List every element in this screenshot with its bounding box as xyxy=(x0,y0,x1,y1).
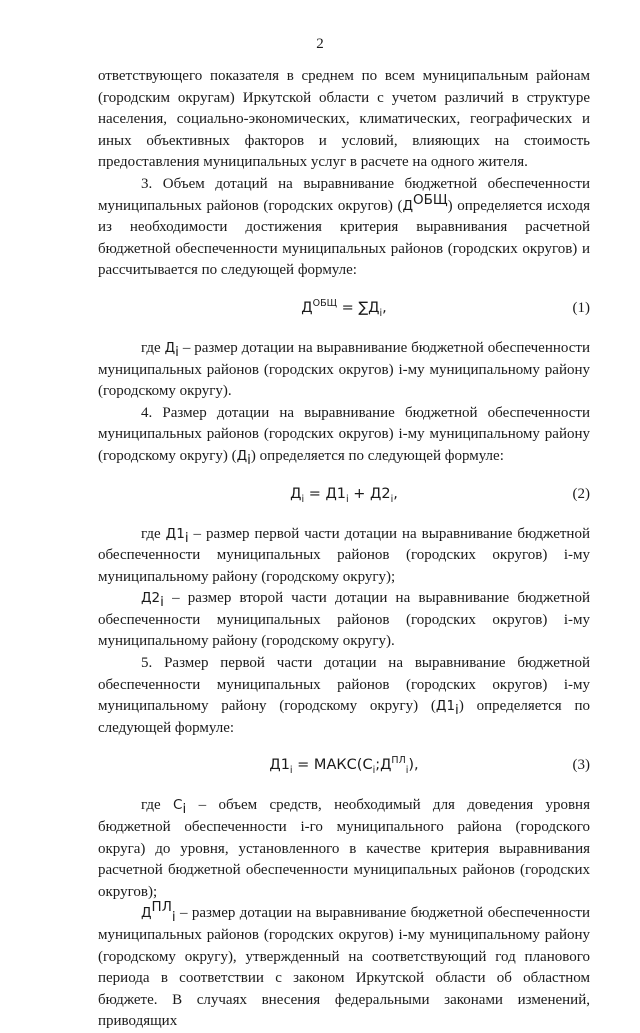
paragraph-text: ) определяется по следующей формуле: xyxy=(98,698,591,736)
math-subscript: i xyxy=(301,493,305,505)
paragraph-text: ответствующего показателя в среднем по всем муниципальным районам (городским округам) Иркутской области с учетом различий в структуре населения, социально-экономических, климатических, географических и иных объективных факторов и условий, влияющих на стоимость предоставления муниципальных услуг в расчете на одного жителя. xyxy=(98,68,590,171)
formula-1 xyxy=(98,298,590,320)
math-subscript: i xyxy=(289,765,293,777)
paragraph-text: – объем средств, необходимый для доведения уровня бюджетной обеспеченности i-го муниципального района (городского округа) до уровня, установленного в качестве критерия выравнивания расчетной бюджетной обеспеченности муниципальных районов (городских округов); xyxy=(98,797,590,900)
math-symbol: Д xyxy=(368,299,380,316)
math-punct: , xyxy=(382,299,387,316)
paragraph-text: где xyxy=(141,339,165,356)
paragraph-text: 3. Объем дотаций на выравнивание бюджетной обеспеченности муниципальных районов (городских округов) ( xyxy=(98,175,590,214)
page-number: 2 xyxy=(316,36,324,52)
math-symbol: Д xyxy=(402,197,413,214)
math-subscript: i xyxy=(182,801,187,818)
math-punct: ; xyxy=(375,757,381,774)
math-superscript: ОБЩ xyxy=(413,191,448,208)
paragraph-text: ) определяется исходя из необходимости достижения критерия выравнивания расчетной бюджетной обеспеченности муниципальных районов (городских округов) и рассчитывается по следующей формуле: xyxy=(98,197,590,279)
math-symbol: Д xyxy=(164,339,176,356)
formula-number: (1) xyxy=(572,299,590,316)
math-subscript: i xyxy=(171,909,176,926)
math-operator: = ∑ xyxy=(337,299,369,316)
math-symbol: Д xyxy=(141,905,152,922)
math-operator: = МАКС( xyxy=(292,757,363,774)
paragraph-text: ) определяется по следующей формуле: xyxy=(250,447,504,464)
paragraph-text: – размер дотации на выравнивание бюджетной обеспеченности муниципальных районов (городских округов) i-му муниципальному району (городскому округу), утвержденный на соответствующий год планового периода в соответствии с законом Иркутской области об областном бюджете. В случаях внесения федеральными законами изменений, приводящих xyxy=(98,905,590,1030)
formula-3 xyxy=(98,755,590,777)
paragraph-text: – размер второй части дотации на выравнивание бюджетной обеспеченности муниципальных районов (городских округов) i-му муниципальному району (городскому округу). xyxy=(98,590,590,650)
math-subscript: i xyxy=(160,594,164,611)
math-punct: , xyxy=(393,485,398,502)
paragraph-item-3 xyxy=(98,174,590,282)
formula-expression xyxy=(98,484,590,506)
paragraph-definition xyxy=(98,524,590,589)
formula-number: (2) xyxy=(572,485,590,502)
paragraph-continuation xyxy=(98,66,590,174)
paragraph-text: где xyxy=(141,797,174,814)
math-symbol: С xyxy=(362,757,373,774)
math-symbol: Д1 xyxy=(435,698,456,715)
math-symbol: Д xyxy=(290,485,302,502)
paragraph-definition xyxy=(98,588,590,653)
document-body xyxy=(98,66,590,1033)
math-symbol: Д1 xyxy=(269,757,290,774)
math-symbol: Д2 xyxy=(141,590,161,607)
paragraph-definition xyxy=(98,338,590,403)
paragraph-definition xyxy=(98,795,590,903)
math-subscript: i xyxy=(405,765,409,777)
math-symbol: Д1 xyxy=(165,525,185,542)
math-subscript: i xyxy=(346,493,349,505)
formula-number: (3) xyxy=(572,757,590,774)
math-symbol: Д1 xyxy=(325,485,347,502)
math-symbol: Д xyxy=(380,757,392,774)
math-superscript: ОБЩ xyxy=(312,298,337,310)
math-subscript: i xyxy=(184,529,189,546)
math-operator: = xyxy=(304,485,326,502)
math-punct: ), xyxy=(408,757,419,774)
formula-2 xyxy=(98,484,590,506)
math-subscript: i xyxy=(379,307,383,319)
math-symbol: С xyxy=(173,797,183,814)
paragraph-definition xyxy=(98,899,590,1033)
paragraph-text: – размер первой части дотации на выравнивание бюджетной обеспеченности муниципальных районов (городских округов) i-му муниципальному району (городскому округу); xyxy=(98,525,590,585)
paragraph-text: 4. Размер дотации на выравнивание бюджетной обеспеченности муниципальных районов (городских округов) i-му муниципальному району (городскому округу) ( xyxy=(98,404,590,464)
math-subscript: i xyxy=(247,451,251,468)
paragraph-item-4 xyxy=(98,403,590,468)
math-subscript: i xyxy=(372,765,376,777)
paragraph-item-5 xyxy=(98,653,590,739)
paragraph-text: – размер дотации на выравнивание бюджетной обеспеченности муниципальных районов (городских округов) i-му муниципальному району (городскому округу). xyxy=(98,339,590,400)
math-superscript: ПЛ xyxy=(151,899,172,916)
math-symbol: Д xyxy=(301,299,313,316)
math-superscript: ПЛ xyxy=(391,755,406,767)
math-subscript: i xyxy=(390,493,394,505)
math-subscript: i xyxy=(175,343,179,360)
formula-expression xyxy=(98,298,590,320)
formula-expression xyxy=(98,755,590,777)
math-subscript: i xyxy=(455,702,459,719)
math-symbol: Д2 xyxy=(370,485,391,502)
math-operator: + xyxy=(348,485,371,502)
paragraph-text: 5. Размер первой части дотации на выравнивание бюджетной обеспеченности муниципальных районов (городских округов) i-му муниципальному району (городскому округу) ( xyxy=(98,655,590,715)
paragraph-text: где xyxy=(141,525,166,542)
math-symbol: Д xyxy=(236,447,248,464)
